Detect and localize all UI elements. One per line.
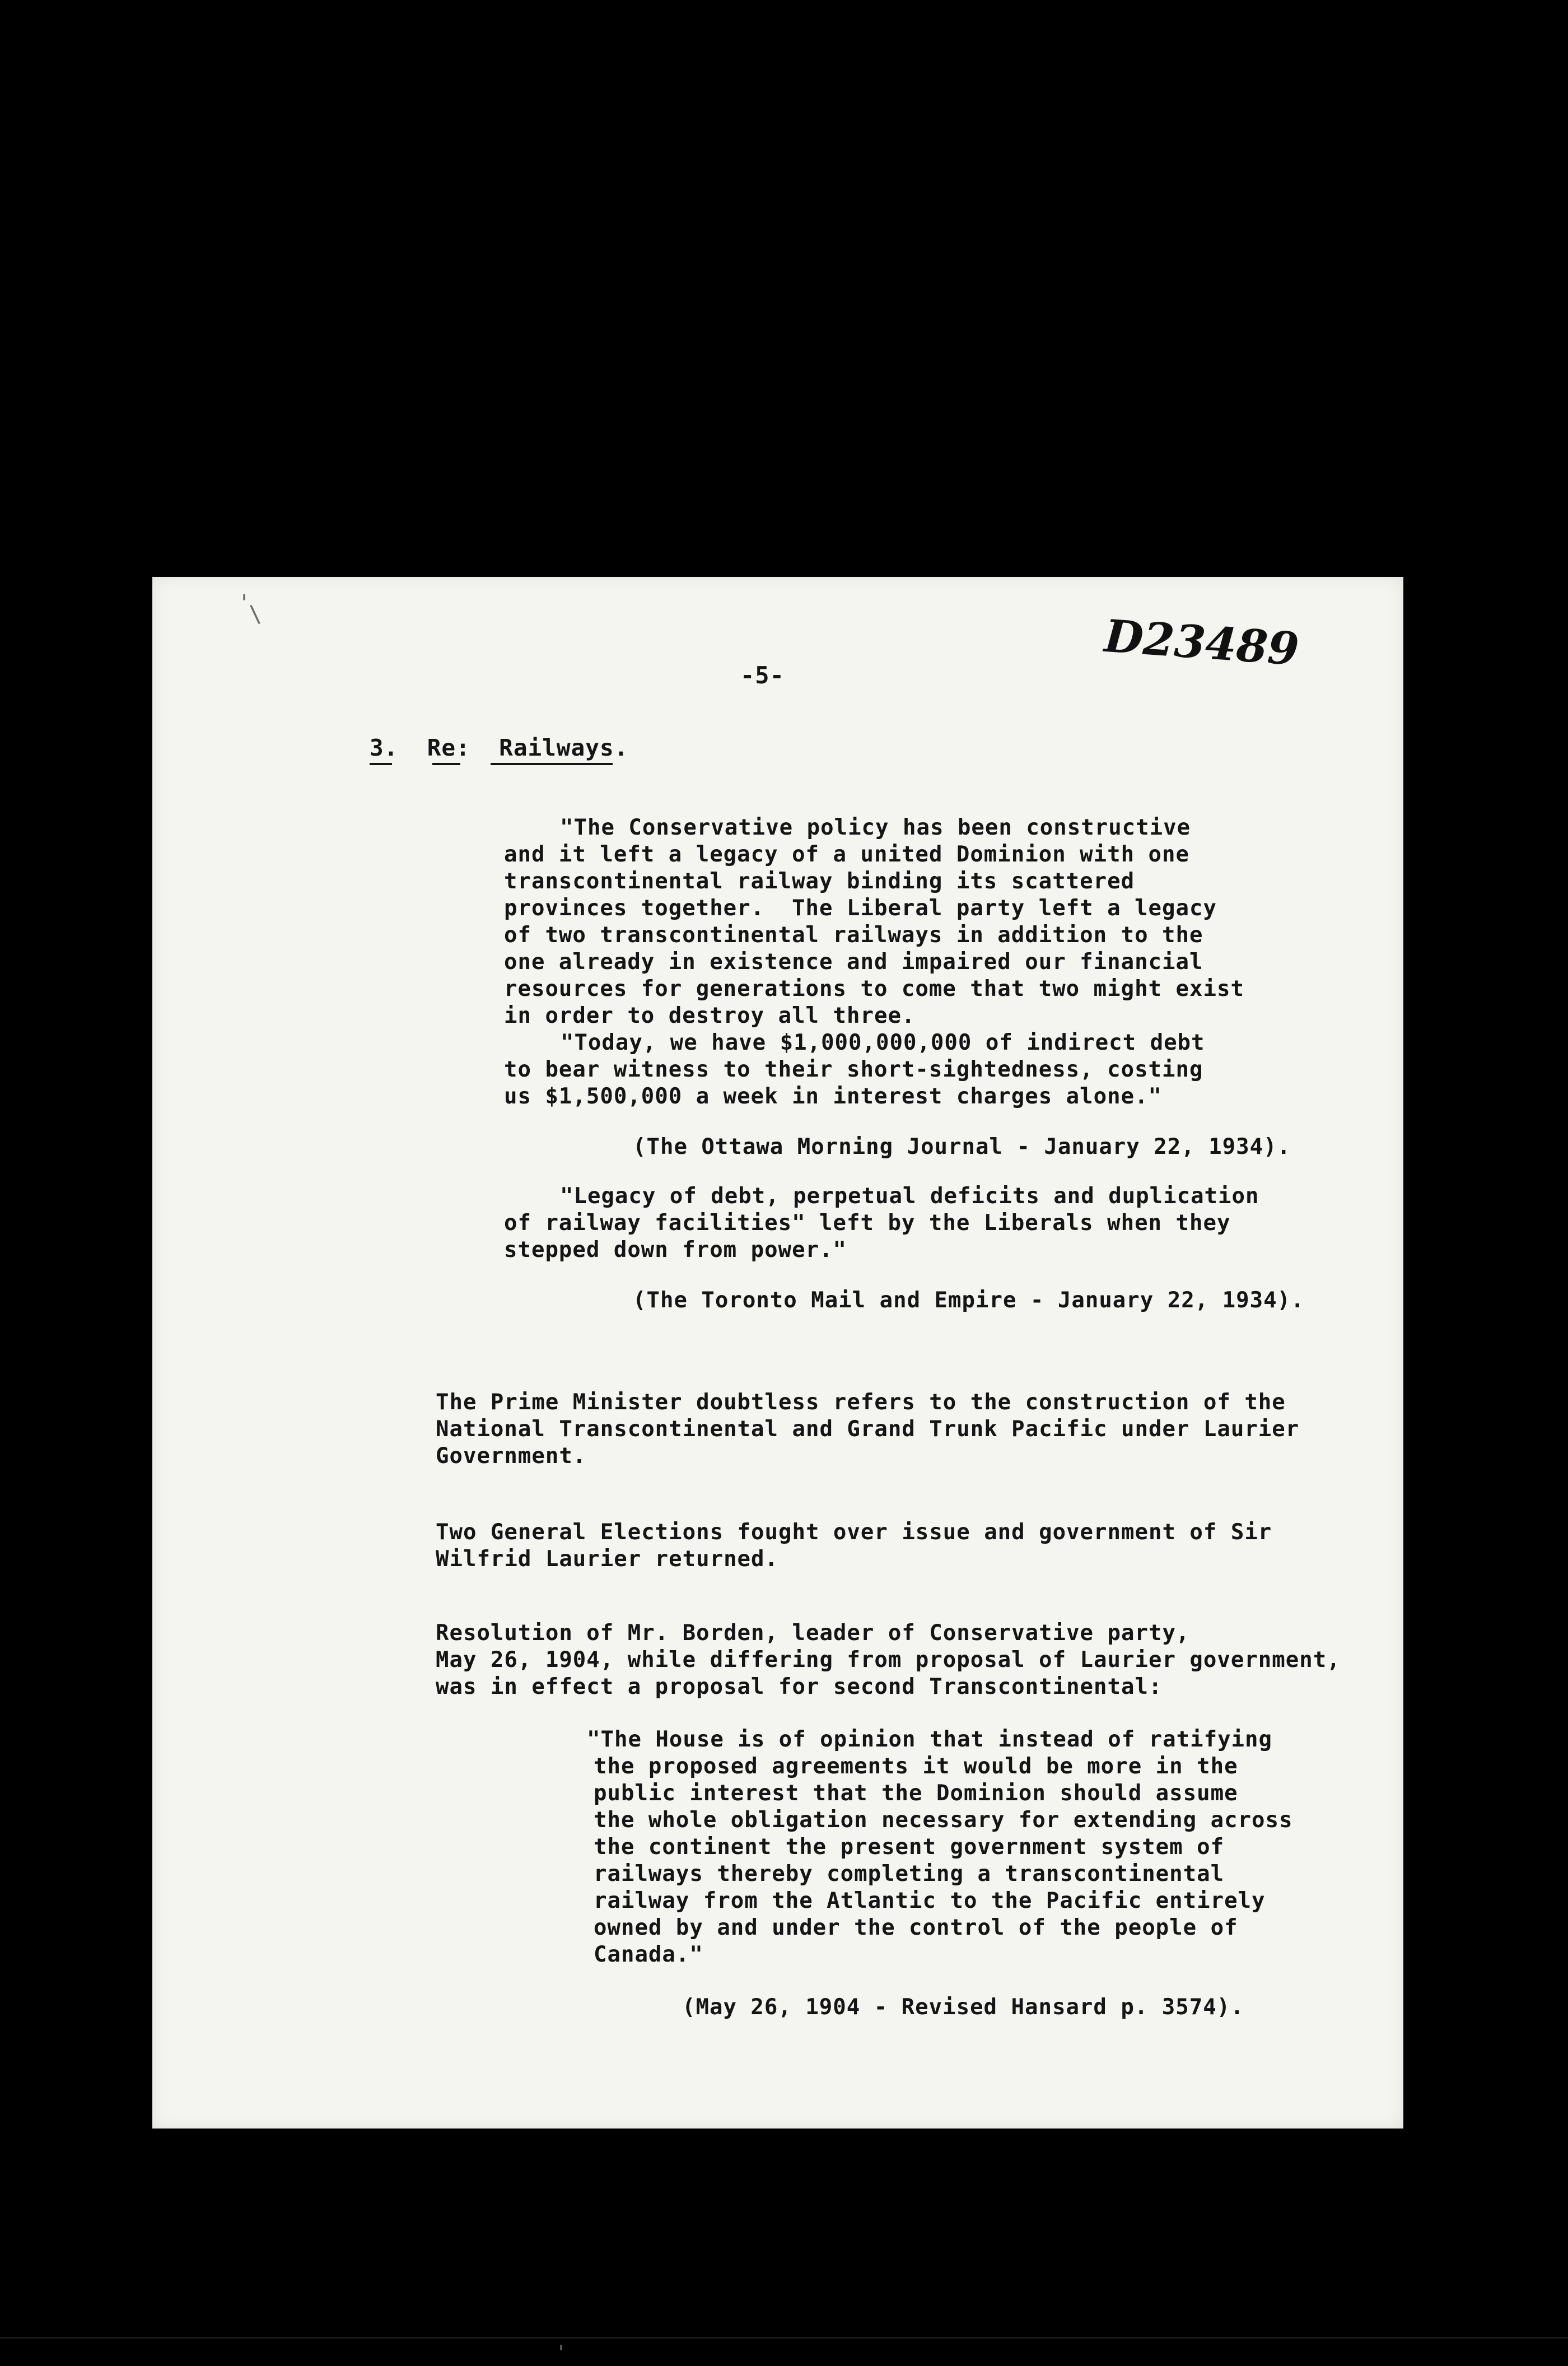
heading-underline	[370, 763, 392, 765]
quote-line: Canada."	[594, 1942, 703, 1967]
paper-mark: '	[237, 590, 251, 616]
quote-line: us $1,500,000 a week in interest charges alone."	[504, 1084, 1163, 1109]
quote-line: of railway facilities" left by the Liberals when they	[504, 1210, 1231, 1236]
quote-line: "The Conservative policy has been constructive	[560, 815, 1191, 840]
paragraph-line: The Prime Minister doubtless refers to the construction of the	[436, 1390, 1286, 1415]
quote-line: and it left a legacy of a united Dominion with one	[504, 842, 1189, 867]
quote-line: provinces together. The Liberal party left a legacy	[504, 896, 1217, 921]
film-edge-line	[0, 2337, 1568, 2339]
quote-line: railway from the Atlantic to the Pacific entirely	[594, 1888, 1266, 1913]
quote-line: transcontinental railway binding its scattered	[504, 869, 1135, 894]
quote-line: one already in existence and impaired our financial	[504, 949, 1203, 975]
paragraph-line: May 26, 1904, while differing from proposal of Laurier government,	[436, 1647, 1341, 1673]
quote-line: stepped down from power."	[504, 1237, 847, 1263]
quote-line: railways thereby completing a transcontinental	[594, 1861, 1225, 1887]
quote-line: the proposed agreements it would be more in the	[594, 1754, 1238, 1779]
quote-line: of two transcontinental railways in addition to the	[504, 923, 1203, 948]
document-page	[152, 577, 1403, 2129]
section-heading: 3. Re: Railways.	[370, 734, 629, 761]
quote-line: the whole obligation necessary for extending across	[594, 1808, 1293, 1833]
paragraph-line: Government.	[436, 1443, 587, 1469]
document-id-stamp: D23489	[1103, 609, 1301, 676]
quote-line: to bear witness to their short-sightedness, costing	[504, 1057, 1203, 1082]
quote-line: "The House is of opinion that instead of ratifying	[587, 1727, 1272, 1752]
source-citation: (The Ottawa Morning Journal - January 22, 1934).	[633, 1134, 1291, 1159]
paragraph-line: was in effect a proposal for second Transcontinental:	[436, 1674, 1163, 1699]
paragraph-line: Two General Elections fought over issue and government of Sir	[436, 1520, 1272, 1545]
quote-line: the continent the present government system of	[594, 1834, 1225, 1860]
paper-mark: \	[249, 602, 263, 627]
film-mark	[560, 2345, 562, 2350]
quote-line: resources for generations to come that two might exist	[504, 976, 1244, 1002]
heading-underline	[432, 763, 460, 765]
quote-line: public interest that the Dominion should assume	[594, 1781, 1238, 1806]
source-citation: (The Toronto Mail and Empire - January 22, 1934).	[633, 1288, 1305, 1313]
paragraph-line: Resolution of Mr. Borden, leader of Conservative party,	[436, 1620, 1190, 1646]
quote-line: in order to destroy all three.	[504, 1003, 916, 1028]
page-number: -5-	[740, 662, 785, 689]
heading-underline	[491, 763, 613, 765]
quote-line: "Legacy of debt, perpetual deficits and duplication	[560, 1184, 1259, 1209]
paragraph-line: Wilfrid Laurier returned.	[436, 1547, 778, 1572]
paragraph-line: National Transcontinental and Grand Trunk Pacific under Laurier	[436, 1417, 1300, 1442]
quote-line: "Today, we have $1,000,000,000 of indirect debt	[533, 1030, 1205, 1055]
source-citation: (May 26, 1904 - Revised Hansard p. 3574).	[682, 1995, 1244, 2020]
quote-line: owned by and under the control of the people of	[594, 1915, 1238, 1940]
